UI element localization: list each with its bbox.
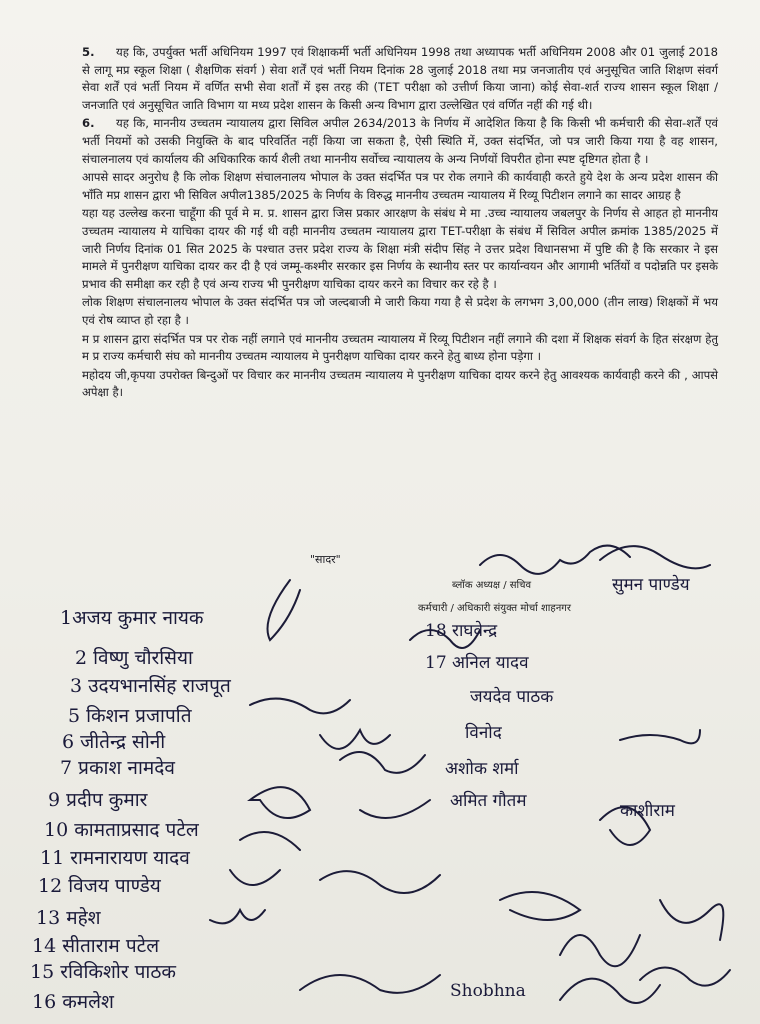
closing-salutation: "सादर"	[310, 553, 341, 566]
signature-name: अमित गौतम	[450, 791, 527, 811]
signature-scribble	[250, 699, 350, 714]
signature-name: सुमन पाण्डेय	[612, 575, 690, 595]
signature-scribble	[360, 800, 430, 818]
signature-scribble	[240, 832, 300, 850]
signature-name: 13 महेश	[36, 907, 101, 929]
signature-name: 15 रविकिशोर पाठक	[30, 961, 176, 983]
signature-name: 16 कमलेश	[32, 991, 114, 1013]
signature-scribble	[340, 752, 425, 773]
signature-scribble	[320, 871, 440, 893]
signature-scribble	[300, 975, 440, 993]
signature-name: काशीराम	[620, 801, 675, 821]
paragraph-text: महोदय जी,कृपया उपरोक्त बिन्दुओं पर विचार कर माननीय उच्चतम न्यायालय मे पुनरीक्षण याचिका दायर करने हेतु आवश्यक कार्यवाही करने की , आपसे अपेक्षा है।	[82, 367, 718, 400]
signature-scribble	[660, 900, 723, 940]
paragraph-text: म प्र शासन द्वारा संदर्भित पत्र पर रोक नहीं लगाने एवं माननीय उच्चतम न्यायालय में रिव्यू पिटीशन नहीं लगाने की दशा में शिक्षक संवर्ग के हित संरक्षण हेतु म प्र राज्य कर्मचारी संघ को माननीय उच्चतम न्यायालय मे पुनरीक्षण याचिका दायर करने हेतु बाध्य होना पड़ेगा ।	[82, 331, 718, 364]
signature-scribble	[320, 730, 390, 749]
signature-scribble	[560, 935, 640, 966]
signature-scribble	[500, 892, 580, 920]
paragraph-text: यह कि, उपर्युक्त भर्ती अधिनियम 1997 एवं शिक्षाकर्मी भर्ती अधिनियम 1998 तथा अध्यापक भर्ती अधिनियम 2008 और 01 जुलाई 2018 से लागू मप्र स्कूल शिक्षा ( शैक्षणिक संवर्ग ) सेवा शर्तें एवं भर्ती नियम दिनांक 28 जुलाई 2018 तथा मप्र जनजातीय एवं अनुसूचित जाति शिक्षण संवर्ग सेवा शर्तें एवं भर्ती नियम में वर्णित सभी सेवा शर्तों में इस तरह की (TET परीक्षा को उत्तीर्ण किया जाना) कोई सेवा-शर्त राज्य शासन स्कूल शिक्षा / जनजाति एवं अनुसूचित जाति विभाग या मध्य प्रदेश शासन के किसी अन्य विभाग द्वारा उल्लेखित एवं वर्णित नहीं की गई थी।	[82, 45, 718, 112]
signature-name: 2 विष्णु चौरसिया	[75, 647, 193, 669]
signature-name: 7 प्रकाश नामदेव	[60, 757, 175, 779]
block-president-caption: ब्लॉक अध्यक्ष / सचिव	[452, 580, 532, 591]
signature-name: अशोक शर्मा	[445, 759, 519, 779]
paragraph-text: यहा यह उल्लेख करना चाहूँगा की पूर्व मे म. प्र. शासन द्वारा जिस प्रकार आरक्षण के संबंध मे मा .उच्च न्यायालय जबलपुर के निर्णय से आहत हो माननीय उच्चतम न्यायालय मे याचिका दायर की गई थी वही माननीय उच्चतम न्यायालय द्वारा TET-परीक्षा के संबंध में सिविल अपील क्रमांक 1385/2025 में जारी निर्णय दिनांक 01 सित 2025 के पश्चात उत्तर प्रदेश राज्य के शिक्षा मंत्री संदीप सिंह ने उत्तर प्रदेश विधानसभा में पुष्टि की है कि सरकार ने इस मामले में पुनरीक्षण याचिका दायर कर दी है एवं जम्मू-कश्मीर सरकार इस निर्णय के स्थानीय स्तर पर कार्यान्वयन और आगामी भर्तियों व पदोन्नति पर इसके प्रभाव की समीक्षा कर रही है एवं अन्य राज्य भी पुनरीक्षण याचिका दायर करने का विचार कर रहे है ।	[82, 206, 718, 291]
paragraph-number: 5.	[82, 45, 95, 59]
signature-scribble	[250, 787, 310, 818]
signature-name: 5 किशन प्रजापति	[68, 705, 192, 727]
signature-scribble	[600, 546, 710, 568]
signature-scribble	[480, 546, 630, 574]
paragraph-number: 6.	[82, 116, 95, 131]
signature-name: विनोद	[465, 723, 502, 743]
left-signatures	[30, 607, 232, 1013]
signature-scribble	[210, 910, 265, 923]
signature-name: 18 राघवेन्द्र	[425, 621, 498, 641]
signature-scribble	[268, 580, 301, 640]
signature-name: 3 उदयभानसिंह राजपूत	[70, 675, 231, 697]
signature-scribble	[230, 870, 280, 885]
signature-name: 17 अनिल यादव	[425, 653, 529, 673]
paragraph-text: यह कि, माननीय उच्चतम न्यायालय द्वारा सिविल अपील 2634/2013 के निर्णय में आदेशित किया है कि किसी भी कर्मचारी की सेवा-शर्तें एवं भर्ती नियमों को उसकी नियुक्ति के बाद परिवर्तित नहीं किया जा सकता है, ऐसी स्थिति में, उक्त संदर्भित, जो पत्र जारी किया गया है वह शासन, संचालनालय एवं कार्यालय की अधिकारिक कार्य शैली तथा माननीय सर्वोच्च न्यायालय के अन्य निर्णयों विपरीत होना स्पष्ट दृष्टिगत होता है ।	[82, 116, 718, 166]
signature-name: जयदेव पाठक	[470, 687, 554, 707]
joint-front-caption: कर्मचारी / अधिकारी संयुक्त मोर्चा शाहनगर	[418, 603, 571, 614]
signature-name: 14 सीताराम पटेल	[32, 935, 160, 957]
signature-name: 9 प्रदीप कुमार	[48, 789, 148, 811]
signature-name: 1अजय कुमार नायक	[60, 607, 204, 629]
signature-scribble	[620, 730, 700, 743]
right-signatures	[425, 574, 691, 1001]
paragraph-text: लोक शिक्षण संचालनालय भोपाल के उक्त संदर्भित पत्र जो जल्दबाजी मे जारी किया गया है से प्रदेश के लगभग 3,00,000 (तीन लाख) शिक्षकों में भय एवं रोष व्याप्त हो रहा है ।	[82, 295, 718, 327]
signature-name: Shobhna	[450, 981, 526, 1001]
signature-name: 12 विजय पाण्डेय	[38, 875, 161, 897]
signature-scribble	[560, 979, 660, 1003]
signature-scribble	[640, 968, 730, 986]
paragraph-text: आपसे सादर अनुरोध है कि लोक शिक्षण संचालनालय भोपाल के उक्त संदर्भित पत्र पर रोक लगाने की कार्यवाही करते हुये देश के अन्य प्रदेश शासन की भाँति मप्र शासन द्वारा भी सिविल अपील1385/2025 के निर्णय के विरुद्ध माननीय उच्चतम न्यायालय में रिव्यू पिटीशन लगाने का सादर आग्रह है	[82, 170, 718, 202]
signature-name: 6 जीतेन्द्र सोनी	[62, 731, 166, 753]
signature-name: 11 रामनारायण यादव	[40, 847, 190, 869]
signature-name: 10 कामताप्रसाद पटेल	[44, 819, 199, 841]
